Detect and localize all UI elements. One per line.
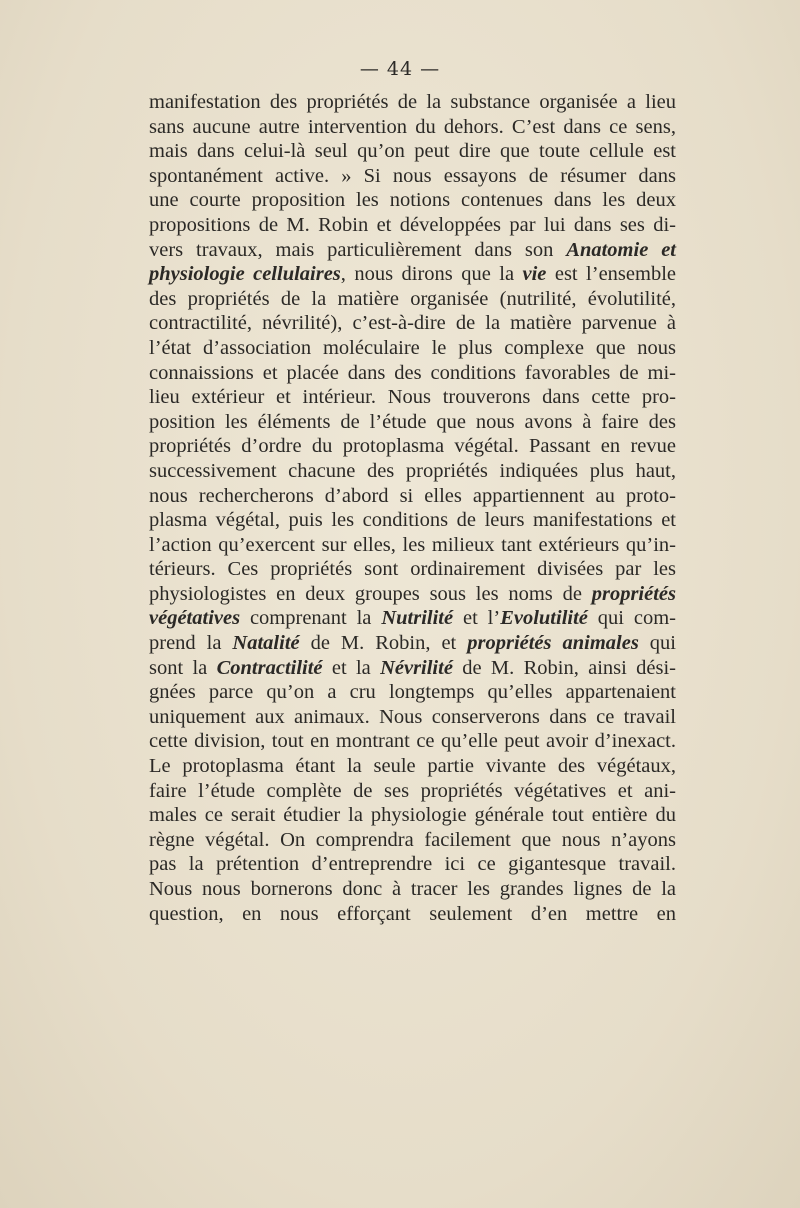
text-line xyxy=(149,606,676,631)
text-line xyxy=(149,729,676,754)
text-line xyxy=(149,557,676,582)
italic-term: Contractilité xyxy=(216,656,323,679)
text-line xyxy=(149,680,676,705)
text-run: et l’ xyxy=(453,607,501,630)
text-run: de M. Robin, ainsi dési- xyxy=(452,656,677,679)
text-line xyxy=(149,336,676,361)
text-line xyxy=(149,361,676,386)
text-run: qui com- xyxy=(587,607,676,630)
text-run: Le protoplasma étant la seule partie vivante des végétaux, xyxy=(149,755,676,778)
text-run: sont la xyxy=(149,656,217,679)
text-line xyxy=(149,852,676,877)
text-line xyxy=(149,705,676,730)
italic-term: Anatomie et xyxy=(566,238,676,261)
text-line xyxy=(149,754,676,779)
text-run: des propriétés de la matière organisée (nutrilité, évolutilité, xyxy=(149,287,676,310)
italic-term: Natalité xyxy=(232,632,300,655)
text-line xyxy=(149,434,676,459)
text-run: uniquement aux animaux. Nous conserverons dans ce travail xyxy=(149,705,676,728)
text-run: lieu extérieur et intérieur. Nous trouverons dans cette pro- xyxy=(149,386,676,409)
text-line xyxy=(149,828,676,853)
text-run: Nous nous bornerons donc à tracer les grandes lignes de la xyxy=(149,878,676,900)
text-line xyxy=(149,139,676,164)
italic-term: propriétés xyxy=(591,582,676,605)
text-line xyxy=(149,656,676,681)
text-line xyxy=(149,803,676,828)
text-line xyxy=(149,410,676,435)
text-line xyxy=(149,902,676,927)
text-run: spontanément active. » Si nous essayons de résumer dans xyxy=(149,164,676,187)
text-run: de M. Robin, et xyxy=(299,632,468,655)
text-line xyxy=(149,262,676,287)
text-line xyxy=(149,188,676,213)
italic-term: vie xyxy=(522,263,547,286)
text-run: règne végétal. On comprendra facilement que nous n’ayons xyxy=(149,828,676,851)
text-run: males ce serait étudier la physiologie générale tout entière du xyxy=(149,804,676,827)
text-line xyxy=(149,484,676,509)
text-line xyxy=(149,287,676,312)
text-line xyxy=(149,385,676,410)
text-line xyxy=(149,459,676,484)
text-line xyxy=(149,164,676,189)
italic-term: physiologie cellulaires xyxy=(149,263,341,286)
text-run: connaissions et placée dans des conditions favorables de mi- xyxy=(149,361,676,384)
italic-term: Nutrilité xyxy=(381,607,454,630)
text-line xyxy=(149,238,676,263)
text-line xyxy=(149,533,676,558)
text-run: plasma végétal, puis les conditions de leurs manifestations et xyxy=(149,509,676,532)
text-run: mais dans celui-là seul qu’on peut dire que toute cellule est xyxy=(149,140,676,163)
text-run: question, en nous efforçant seulement d’en mettre en xyxy=(149,902,676,925)
text-run: gnées parce qu’on a cru longtemps qu’elles appartenaient xyxy=(149,681,676,704)
text-run: contractilité, névrilité), c’est-à-dire de la matière parvenue à xyxy=(149,312,676,335)
text-run: cette division, tout en montrant ce qu’elle peut avoir d’inexact. xyxy=(149,730,676,753)
text-line xyxy=(149,631,676,656)
text-run: térieurs. Ces propriétés sont ordinairement divisées par les xyxy=(149,558,676,581)
text-run: comprenant la xyxy=(240,607,382,630)
text-line xyxy=(149,508,676,533)
italic-term: propriétés animales xyxy=(467,632,639,655)
text-run: propositions de M. Robin et développées par lui dans ses di- xyxy=(149,213,676,236)
text-run: position les éléments de l’étude que nous avons à faire des xyxy=(149,410,676,433)
text-run: est l’ensemble xyxy=(546,263,676,286)
text-line xyxy=(149,311,676,336)
page-number: — 44 — xyxy=(359,58,441,80)
text-line xyxy=(149,877,676,902)
text-run: l’action qu’exercent sur elles, les milieux tant extérieurs qu’in- xyxy=(149,533,676,556)
text-run: l’état d’association moléculaire le plus complexe que nous xyxy=(149,336,676,359)
body-paragraph xyxy=(149,90,676,926)
text-line xyxy=(149,115,676,140)
text-run: vers travaux, mais particulièrement dans son xyxy=(149,238,567,261)
text-run: prend la xyxy=(149,632,233,655)
text-line xyxy=(149,582,676,607)
text-run: et la xyxy=(322,656,381,679)
text-run: une courte proposition les notions contenues dans les deux xyxy=(149,189,676,212)
italic-term: végétatives xyxy=(149,607,241,630)
text-run: sans aucune autre intervention du dehors. C’est dans ce sens, xyxy=(149,115,676,138)
text-line xyxy=(149,90,676,115)
text-run: manifestation des propriétés de la substance organisée a lieu xyxy=(149,91,676,113)
text-run: pas la prétention d’entreprendre ici ce gigantesque travail. xyxy=(149,853,676,876)
text-run: nous rechercherons d’abord si elles appartiennent au proto- xyxy=(149,484,676,507)
text-run: , nous dirons que la xyxy=(340,263,523,286)
text-run: faire l’étude complète de ses propriétés végétatives et ani- xyxy=(149,779,676,802)
italic-term: Névrilité xyxy=(380,656,453,679)
text-run: qui xyxy=(638,632,676,655)
text-run: physiologistes en deux groupes sous les noms de xyxy=(149,582,592,605)
text-run: propriétés d’ordre du protoplasma végétal. Passant en revue xyxy=(149,435,676,458)
text-line xyxy=(149,779,676,804)
text-line xyxy=(149,213,676,238)
text-run: successivement chacune des propriétés indiquées plus haut, xyxy=(149,459,676,482)
italic-term: Evolutilité xyxy=(500,607,588,630)
